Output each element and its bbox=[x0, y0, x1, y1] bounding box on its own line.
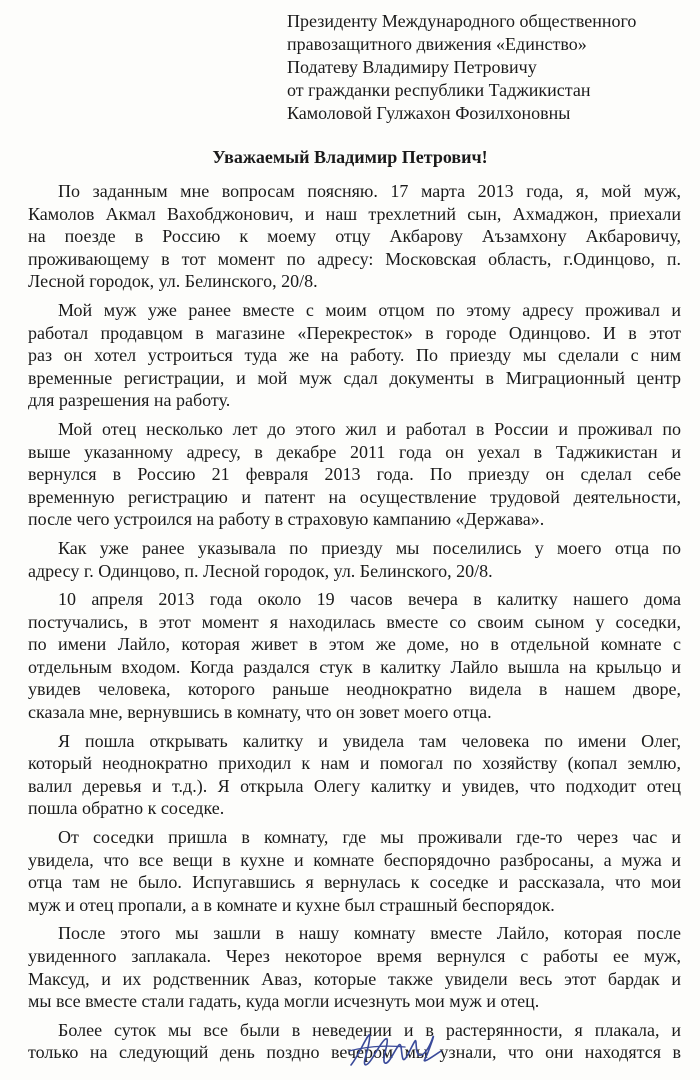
text-line: раз он хотел устроиться туда же на работу. По приезду мы сделали с ним bbox=[28, 345, 681, 366]
text-line: Максуд, и их родственник Аваз, которые также увидели весь этот бардак и bbox=[28, 968, 681, 989]
text-line: Более суток мы все были в неведении и в растерянности, я плакала, и bbox=[58, 1019, 681, 1040]
text-line: Мой муж уже ранее вместе с моим отцом по этому адресу проживал и bbox=[58, 299, 681, 320]
paragraph bbox=[28, 730, 681, 820]
signature-stroke bbox=[351, 1035, 441, 1065]
text-line: временные регистрации, и мой муж сдал документы в Миграционный центр bbox=[28, 367, 681, 388]
text-line: Мой отец несколько лет до этого жил и работал в России и проживал по bbox=[58, 418, 681, 439]
addressee-line: Податеву Владимиру Петровичу bbox=[287, 57, 537, 77]
text-line: Камолов Акмал Вахобджонович, и наш трехлетний сын, Ахмаджон, приехали bbox=[28, 203, 681, 224]
text-line: мы все вместе стали гадать, куда могли исчезнуть мои муж и отец. bbox=[28, 991, 540, 1012]
paragraph bbox=[28, 180, 681, 293]
paragraph bbox=[28, 588, 681, 724]
text-line: От соседки пришла в комнату, где мы проживали где-то через час и bbox=[58, 827, 681, 848]
text-line: муж и отец пропали, а в комнате и кухне был страшный беспорядок. bbox=[28, 894, 555, 915]
text-line: на поезде в Россию к моему отцу Акбарову Аъзамхону Акбаровичу, bbox=[28, 226, 681, 247]
text-line: только на следующий день поздно вечером мы узнали, что они находятся в bbox=[28, 1042, 681, 1063]
text-line: выше указанному адресу, в декабре 2011 года он уехал в Таджикистан и bbox=[28, 441, 681, 462]
text-line: Я пошла открывать калитку и увидела там человека по имени Олег, bbox=[58, 730, 681, 751]
text-line: по имени Лайло, которая живет в этом же доме, но в отдельной комнате с bbox=[28, 634, 681, 655]
paragraph bbox=[28, 922, 681, 1012]
text-line: увиденного заплакала. Через некоторое время вернулся с работы ее муж, bbox=[28, 946, 681, 966]
text-line: После этого мы зашли в нашу комнату вместе Лайло, которая после bbox=[58, 923, 681, 944]
text-line: 10 апреля 2013 года около 19 часов вечера в калитку нашего дома bbox=[58, 589, 681, 610]
text-line: временную регистрацию и патент на осуществление трудовой деятельности, bbox=[28, 486, 681, 507]
addressee-line: от гражданки республики Таджикистан bbox=[287, 80, 591, 100]
text-line: валил деревья и т.д.). Я открыла Олегу калитку и увидев, что подходит отец bbox=[28, 775, 681, 796]
addressee-block bbox=[287, 10, 692, 125]
text-line: пошла обратно к соседке. bbox=[28, 798, 225, 819]
text-line: сказала мне, вернувшись в комнату, что он зовет моего отца. bbox=[28, 702, 492, 723]
text-line: увидев человека, которого раньше неоднократно видела в нашем дворе, bbox=[28, 679, 681, 700]
addressee-line: Президенту Международного общественного bbox=[287, 11, 637, 31]
text-line: По заданным мне вопросам поясняю. 17 марта 2013 года, я, мой муж, bbox=[58, 181, 681, 201]
text-line: вернулся в Россию 21 февраля 2013 года. По приезду он сделал себе bbox=[28, 464, 681, 485]
text-line: отца там не было. Испугавшись я вернулась к соседке и рассказала, что мои bbox=[28, 872, 681, 893]
addressee-line: правозащитного движения «Единство» bbox=[287, 34, 587, 54]
text-line: Как уже ранее указывала по приезду мы поселились у моего отца по bbox=[58, 537, 681, 558]
handwritten-signature bbox=[345, 1025, 445, 1075]
text-line: после чего устроился на работу в страховую кампанию «Держава». bbox=[28, 509, 545, 530]
text-line: который неоднократно приходил к нам и помогал по хозяйству (копал землю, bbox=[28, 753, 681, 774]
addressee-line: Камоловой Гулжахон Фозилхоновны bbox=[287, 103, 571, 123]
text-line: адресу г. Одинцово, п. Лесной городок, ул. Белинского, 20/8. bbox=[28, 560, 493, 581]
text-line: работал продавцом в магазине «Перекресток» в городе Одинцово. И в этот bbox=[28, 322, 681, 343]
text-line: Лесной городок, ул. Белинского, 20/8. bbox=[28, 271, 318, 292]
text-line: для разрешения на работу. bbox=[28, 390, 231, 411]
paragraph bbox=[28, 537, 681, 582]
text-line: увидела, что все вещи в кухне и комнате беспорядочно разбросаны, а мужа и bbox=[28, 849, 681, 870]
paragraph bbox=[28, 418, 681, 531]
paragraph bbox=[28, 826, 681, 916]
salutation: Уважаемый Владимир Петрович! bbox=[212, 147, 488, 167]
text-line: проживающему в тот момент по адресу: Московская область, г.Одинцово, п. bbox=[28, 248, 681, 269]
letter-body bbox=[28, 180, 681, 1070]
text-line: постучались, в этот момент я находилась вместе со своим сыном у соседки, bbox=[28, 611, 681, 632]
text-line: отдельным входом. Когда раздался стук в калитку Лайло вышла на крыльцо и bbox=[28, 656, 681, 677]
paragraph bbox=[28, 299, 681, 412]
